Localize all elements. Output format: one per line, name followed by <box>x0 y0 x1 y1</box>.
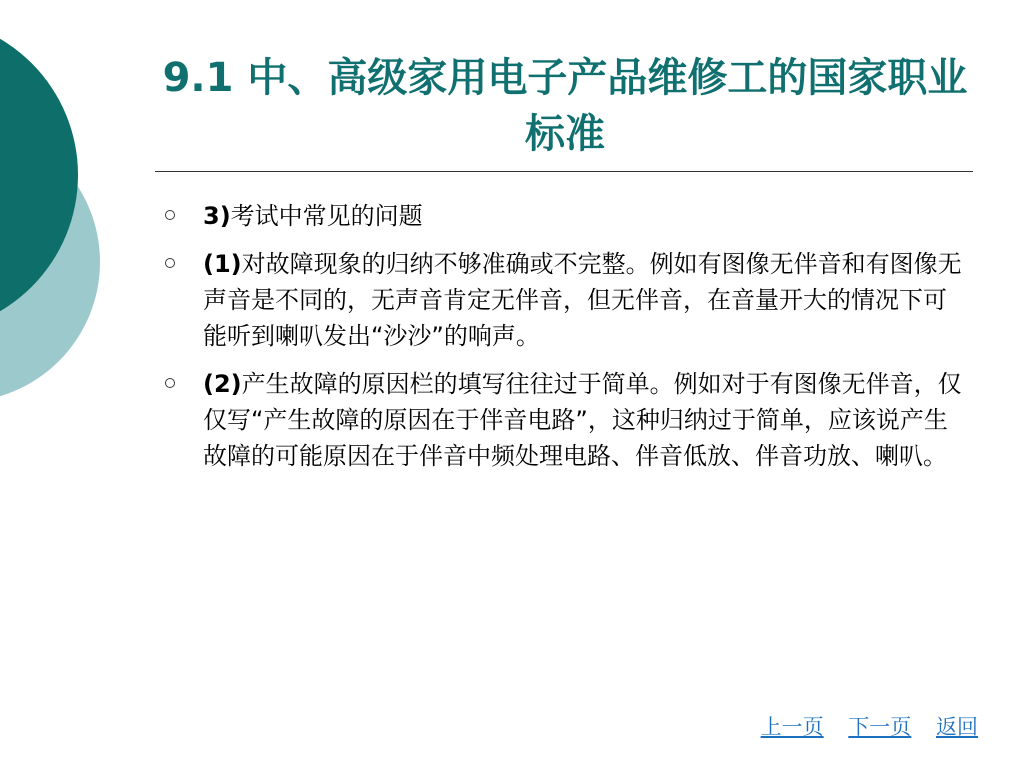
prev-page-link[interactable]: 上一页 <box>760 715 824 739</box>
title-divider <box>155 171 973 172</box>
back-link[interactable]: 返回 <box>936 715 978 739</box>
bullet-prefix: (2) <box>203 370 242 398</box>
bullet-item <box>163 198 963 234</box>
bullet-text: 对故障现象的归纳不够准确或不完整。例如有图像无伴音和有图像无声音是不同的，无声音肯定无伴音，但无伴音，在音量开大的情况下可能听到喇叭发出“沙沙”的响声。 <box>203 250 962 350</box>
bullet-list <box>163 198 963 486</box>
bullet-prefix: (1) <box>203 250 242 278</box>
bullet-item <box>163 246 963 354</box>
slide-navigation <box>743 712 978 742</box>
decorative-circles <box>0 0 140 420</box>
bullet-circle-icon <box>165 210 175 220</box>
bullet-item <box>163 366 963 474</box>
bullet-prefix: 3) <box>203 202 231 230</box>
bullet-text: 考试中常见的问题 <box>230 202 423 230</box>
bullet-circle-icon <box>165 258 175 268</box>
bullet-circle-icon <box>165 378 175 388</box>
slide-title: 9.1 中、高级家用电子产品维修工的国家职业标准 <box>162 55 968 157</box>
next-page-link[interactable]: 下一页 <box>848 715 912 739</box>
bullet-text: 产生故障的原因栏的填写往往过于简单。例如对于有图像无伴音，仅仅写“产生故障的原因在于伴音电路”，这种归纳过于简单，应该说产生故障的可能原因在于伴音中频处理电路、伴音低放、伴音功放、喇叭。 <box>203 370 962 470</box>
